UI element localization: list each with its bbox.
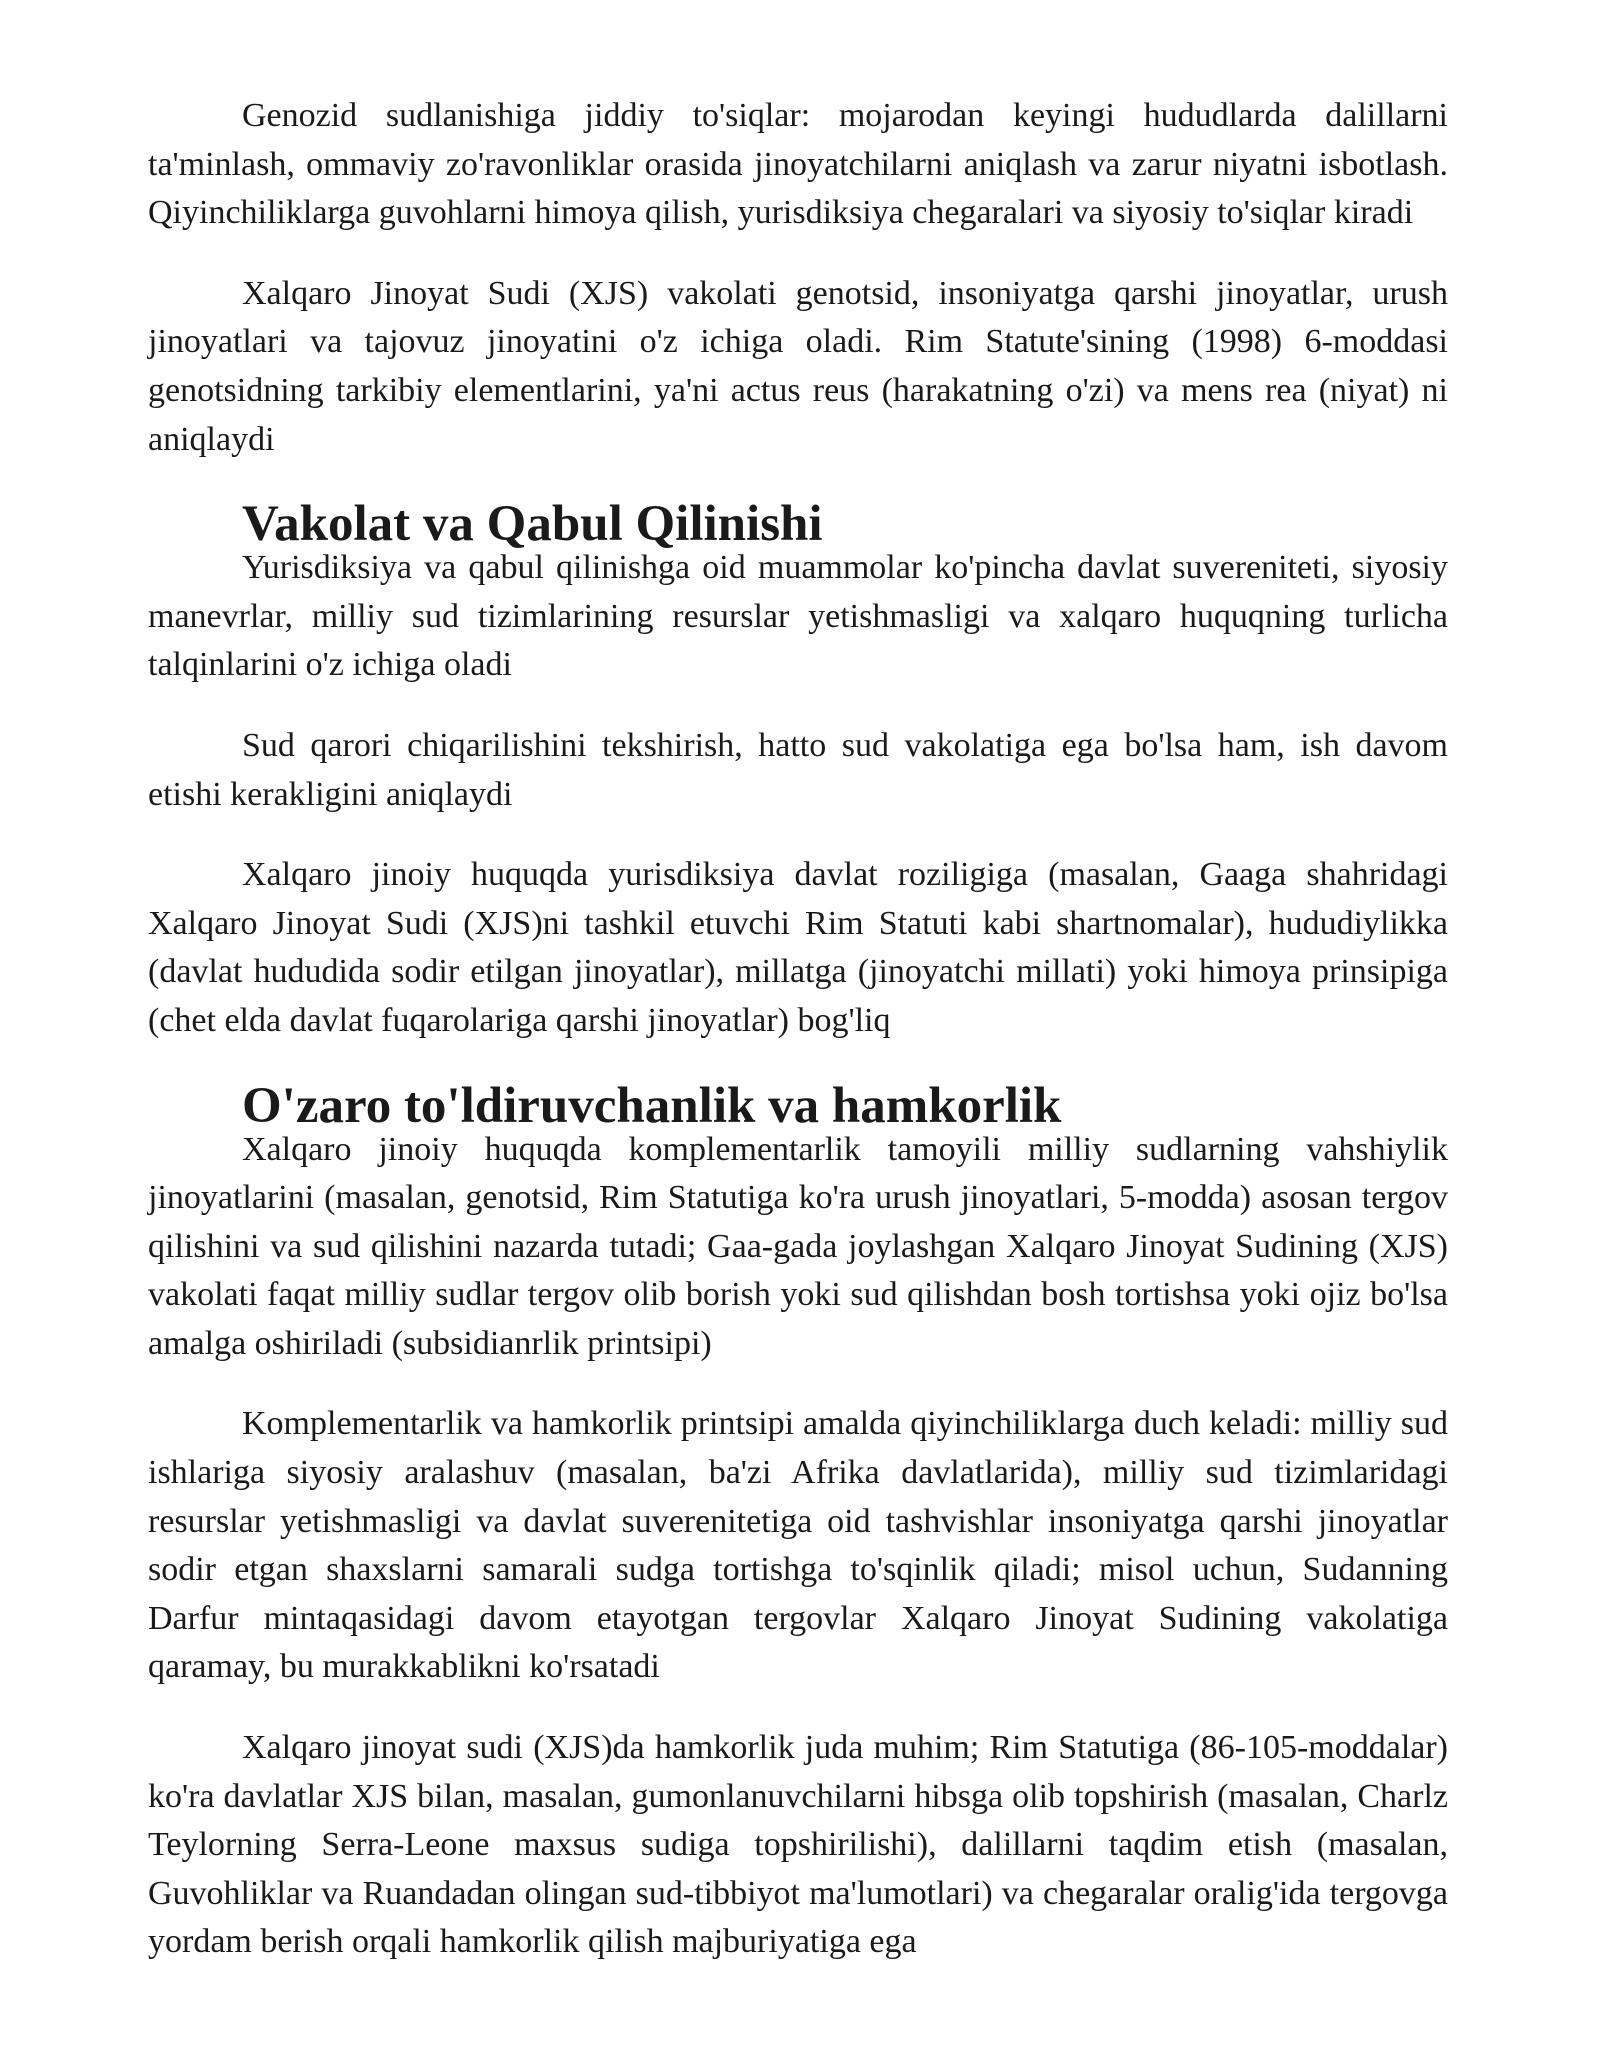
paragraph-complementarity-challenges: Komplementarlik va hamkorlik printsipi amalda qiyinchiliklarga duch keladi: milliy sud ishlariga siyosiy aralashuv (masalan, ba'zi Afrika davlatlarida), milliy sud tizimlaridagi resurslar yetishmasligi va davlat suverenitetiga oid tashvishlar insoniyatga qarshi jinoyatlar sodir etgan shaxslarni samarali sudga tortishga to'sqinlik qiladi; misol uchun, Sudanning Darfur mintaqasidagi davom etayotgan tergovlar Xalqaro Jinoyat Sudining vakolatiga qaramay, bu murakkablikni ko'rsatadi — [148, 1405, 1448, 1686]
paragraph-icc-cooperation: Xalqaro jinoyat sudi (XJS)da hamkorlik juda muhim; Rim Statutiga (86-105-moddalar) ko'ra davlatlar XJS bilan, masalan, gumonlanuvchilarni hibsga olib topshirish (masalan, Charlz Teylorning Serra-Leone maxsus sudiga topshirilishi), dalillarni taqdim etish (masalan, Guvohliklar va Ruandadan olingan sud-tibbiyot ma'lumotlari) va chegaralar oralig'ida tergovga yordam berish orqali hamkorlik qilish majburiyatiga ega — [148, 1729, 1448, 1961]
paragraph-complementarity-principle: Xalqaro jinoiy huquqda komplementarlik tamoyili milliy sudlarning vahshiylik jinoyatlarini (masalan, genotsid, Rim Statutiga ko'ra urush jinoyatlari, 5-modda) asosan tergov qilishini va sud qilishini nazarda tutadi; Gaa-gada joylashgan Xalqaro Jinoyat Sudining (XJS) vakolati faqat milliy sudlar tergov olib borish yoki sud qilishdan bosh tortishsa yoki ojiz bo'lsa amalga oshiriladi (subsidianrlik printsipi) — [148, 1130, 1448, 1362]
document-page — [148, 92, 1448, 1999]
section-heading-complementarity-cooperation: O'zaro to'ldiruvchanlik va hamkorlik — [242, 1077, 1062, 1134]
paragraph-court-decision-check: Sud qarori chiqarilishini tekshirish, hatto sud vakolatiga ega bo'lsa ham, ish davom etishi kerakligini aniqlaydi — [148, 726, 1448, 813]
paragraph-jurisdiction-bases: Xalqaro jinoiy huquqda yurisdiksiya davlat roziligiga (masalan, Gaaga shahridagi Xalqaro Jinoyat Sudi (XJS)ni tashkil etuvchi Rim Statuti kabi shartnomalar), hududiylikka (davlat hududida sodir etilgan jinoyatlar), millatga (jinoyatchi millati) yoki himoya prinsipiga (chet elda davlat fuqarolariga qarshi jinoyatlar) bog'liq — [148, 856, 1448, 1039]
paragraph-genocide-obstacles: Genozid sudlanishiga jiddiy to'siqlar: mojarodan keyingi hududlarda dalillarni ta'minlash, ommaviy zo'ravonliklar orasida jinoyatchilarni aniqlash va zarur niyatni isbotlash. Qiyinchiliklarga guvohlarni himoya qilish, yurisdiksiya chegaralari va siyosiy to'siqlar kiradi — [148, 97, 1448, 232]
section-heading-jurisdiction-admissibility: Vakolat va Qabul Qilinishi — [242, 496, 823, 553]
paragraph-icc-jurisdiction: Xalqaro Jinoyat Sudi (XJS) vakolati genotsid, insoniyatga qarshi jinoyatlar, urush jinoyatlari va tajovuz jinoyatini o'z ichiga oladi. Rim Statute'sining (1998) 6-moddasi genotsidning tarkibiy elementlarini, ya'ni actus reus (harakatning o'zi) va mens rea (niyat) ni aniqlaydi — [148, 274, 1448, 458]
paragraph-admissibility-problems: Yurisdiksiya va qabul qilinishga oid muammolar ko'pincha davlat suvereniteti, siyosiy manevrlar, milliy sud tizimlarining resurslar yetishmasligi va xalqaro huquqning turlicha talqinlarini o'z ichiga oladi — [148, 549, 1448, 684]
